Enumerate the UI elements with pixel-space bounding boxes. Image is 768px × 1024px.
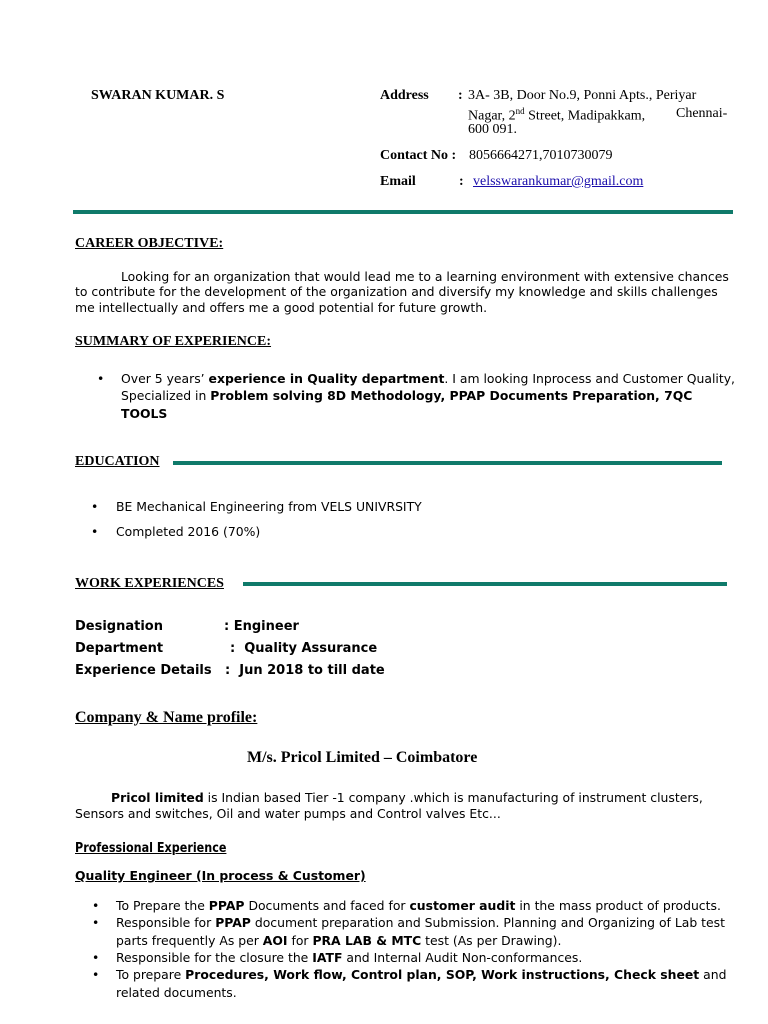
- education-item-2: Completed 2016 (70%): [116, 524, 261, 539]
- email-colon: :: [459, 174, 464, 189]
- prof-bullet-3: Responsible for the closure the IATF and Internal Audit Non-conformances.: [116, 950, 583, 965]
- career-line-3: me intellectually and offers me a good potential for future growth.: [75, 300, 488, 315]
- summary-bullet-line-3: TOOLS: [121, 406, 168, 421]
- education-bullet-dot-2: •: [91, 524, 99, 539]
- prof-bullet-4-line-1: To prepare Procedures, Work flow, Control plan, SOP, Work instructions, Check sheet and: [116, 967, 727, 982]
- company-description-line-2: Sensors and switches, Oil and water pumps and Control valves Etc...: [75, 806, 501, 821]
- career-objective-heading: CAREER OBJECTIVE:: [75, 236, 224, 251]
- experience-label: Experience Details: [75, 663, 212, 678]
- candidate-name: SWARAN KUMAR. S: [91, 88, 225, 103]
- address-line-2-city: Chennai-: [676, 106, 728, 121]
- education-item-1: BE Mechanical Engineering from VELS UNIVRSITY: [116, 499, 422, 514]
- career-line-2: to contribute for the development of the organization and diversify my knowledge and skills challenges: [75, 284, 718, 299]
- prof-bullet-dot-1: •: [92, 898, 100, 913]
- company-heading: Company & Name profile:: [75, 709, 258, 726]
- department-label: Department: [75, 641, 164, 656]
- address-label: Address: [380, 88, 429, 103]
- prof-bullet-2-line-2: parts frequently As per AOI for PRA LAB & MTC test (As per Drawing).: [116, 933, 562, 948]
- prof-bullet-dot-3: •: [92, 950, 100, 965]
- prof-bullet-1: To Prepare the PPAP Documents and faced for customer audit in the mass product of products.: [116, 898, 721, 913]
- address-colon: :: [458, 88, 463, 103]
- email-link[interactable]: velsswarankumar@gmail.com: [473, 174, 644, 189]
- prof-bullet-dot-2: •: [92, 915, 100, 930]
- contact-label: Contact No :: [380, 148, 457, 163]
- education-bullet-dot-1: •: [91, 499, 99, 514]
- summary-bullet-dot: •: [97, 371, 105, 386]
- experience-value: : Jun 2018 to till date: [225, 663, 385, 678]
- career-line-1: Looking for an organization that would lead me to a learning environment with extensive chances: [121, 269, 729, 284]
- prof-bullet-4-line-2: related documents.: [116, 985, 237, 1000]
- education-divider: [173, 461, 722, 465]
- summary-bullet-line-1: Over 5 years’ experience in Quality department. I am looking Inprocess and Customer Quality,: [121, 371, 735, 386]
- contact-value: 8056664271,7010730079: [469, 148, 613, 163]
- address-line-2: Nagar, 2nd Street, Madipakkam,: [468, 106, 646, 124]
- summary-heading: SUMMARY OF EXPERIENCE:: [75, 334, 272, 349]
- designation-value: : Engineer: [224, 619, 299, 634]
- address-line-1: 3A- 3B, Door No.9, Ponni Apts., Periyar: [468, 88, 697, 103]
- prof-bullet-2-line-1: Responsible for PPAP document preparation and Submission. Planning and Organizing of Lab test: [116, 915, 725, 930]
- address-line-3: 600 091.: [468, 122, 517, 137]
- work-heading: WORK EXPERIENCES: [75, 576, 224, 591]
- professional-heading: Professional Experience: [75, 841, 227, 856]
- work-divider: [243, 582, 727, 586]
- company-description-line-1: Pricol limited is Indian based Tier -1 company .which is manufacturing of instrument clusters,: [111, 790, 703, 805]
- education-heading: EDUCATION: [75, 454, 160, 469]
- email-label: Email: [380, 174, 416, 189]
- prof-bullet-dot-4: •: [92, 967, 100, 982]
- header-divider: [73, 210, 733, 214]
- summary-bullet-line-2: Specialized in Problem solving 8D Methodology, PPAP Documents Preparation, 7QC: [121, 388, 693, 403]
- professional-role: Quality Engineer (In process & Customer): [75, 868, 366, 883]
- department-value: : Quality Assurance: [230, 641, 378, 656]
- company-title: M/s. Pricol Limited – Coimbatore: [247, 749, 478, 766]
- designation-label: Designation: [75, 619, 163, 634]
